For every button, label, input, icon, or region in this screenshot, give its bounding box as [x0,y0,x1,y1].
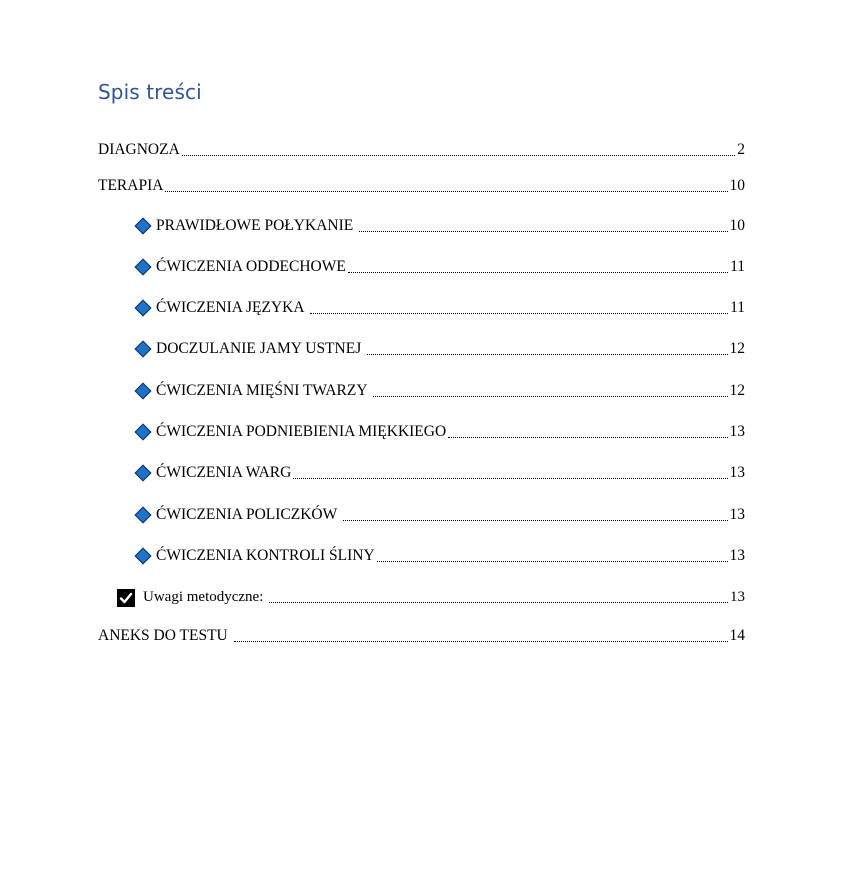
diamond-bullet-icon [134,462,156,484]
toc-entry-page: 10 [729,217,745,234]
toc-entry-label: TERAPIA [98,177,164,194]
toc-entry-label: DOCZULANIE JAMY USTNEJ [156,340,366,357]
dot-leader [310,312,729,314]
toc-entry-label: ANEKS DO TESTU [98,627,232,644]
toc-entry-label: ĆWICZENIA KONTROLI ŚLINY [156,547,375,564]
diamond-bullet-icon [134,545,156,567]
toc-entry-page: 12 [729,340,745,357]
toc-entry-label: ĆWICZENIA PODNIEBIENIA MIĘKKIEGO [156,423,447,440]
toc-entry-page: 10 [729,177,745,194]
toc-entry-uwagi-metodyczne[interactable] [117,586,745,608]
dot-leader [367,353,727,355]
toc-entry-terapia[interactable] [98,175,745,197]
toc-entry-aneks-do-testu[interactable] [98,625,745,647]
dot-leader [182,154,735,156]
toc-entry-page: 13 [729,464,745,481]
dot-leader [348,271,728,273]
diamond-bullet-icon [134,338,156,360]
toc-entry-label: ĆWICZENIA ODDECHOWE [156,258,346,275]
toc-entry-page: 13 [730,589,745,605]
toc-entry-label: ĆWICZENIA POLICZKÓW [156,506,341,523]
toc-entry-label: DIAGNOZA [98,141,180,158]
toc-entry-cwiczenia-policzkow[interactable] [134,504,745,526]
toc-entry-page: 13 [729,547,745,564]
dot-leader [377,560,728,562]
diamond-bullet-icon [134,504,156,526]
toc-entry-label: ĆWICZENIA WARG [156,464,292,481]
toc-entry-page: 11 [730,258,745,275]
toc-entry-doczulanie-jamy-ustnej[interactable] [134,338,745,360]
toc-entry-cwiczenia-warg[interactable] [134,462,745,484]
toc-entry-page: 14 [729,627,745,644]
diamond-bullet-icon [134,297,156,319]
toc-entry-label: ĆWICZENIA MIĘŚNI TWARZY [156,382,371,399]
toc-entry-cwiczenia-kontroli-sliny[interactable] [134,545,745,567]
toc-title: Spis treści [98,80,202,104]
diamond-bullet-icon [134,256,156,278]
toc-entry-diagnoza[interactable] [98,139,745,161]
diamond-bullet-icon [134,421,156,443]
toc-entry-cwiczenia-jezyka[interactable] [134,297,745,319]
toc-entry-cwiczenia-podniebienia-miekkiego[interactable] [134,421,745,443]
toc-entry-page: 2 [737,141,745,158]
toc-entry-page: 13 [729,423,745,440]
toc-entry-label: Uwagi metodyczne: [143,589,268,605]
toc-entry-page: 12 [729,382,745,399]
diamond-bullet-icon [134,215,156,237]
toc-entry-prawidlowe-polykanie[interactable] [134,215,745,237]
toc-entry-label: ĆWICZENIA JĘZYKA [156,299,308,316]
dot-leader [234,640,728,642]
dot-leader [165,190,727,192]
diamond-bullet-icon [134,380,156,402]
dot-leader [269,601,728,603]
dot-leader [448,436,727,438]
toc-entry-page: 11 [730,299,745,316]
dot-leader [373,395,728,397]
dot-leader [293,477,727,479]
toc-entry-page: 13 [729,506,745,523]
dot-leader [359,230,727,232]
dot-leader [343,519,728,521]
toc-entry-cwiczenia-oddechowe[interactable] [134,256,745,278]
toc-entry-label: PRAWIDŁOWE POŁYKANIE [156,217,358,234]
checkbox-check-icon [117,586,143,608]
toc-entry-cwiczenia-miesni-twarzy[interactable] [134,380,745,402]
